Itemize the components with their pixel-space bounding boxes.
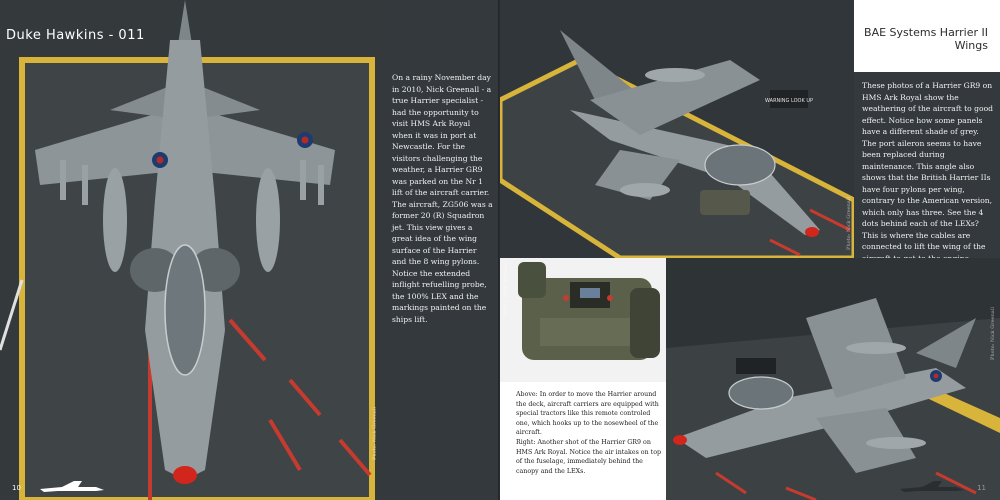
page-title-line1: BAE Systems Harrier II [864,26,988,39]
magazine-brand-title: Duke Hawkins - 011 [6,28,145,43]
photo-credit-top: Photo: Nick Greenall [846,197,852,250]
harrier-side-illustration [500,0,854,258]
title-box [854,0,1000,72]
harrier-silhouette-icon [38,478,108,494]
tractor-photo [500,258,666,382]
right-body-text: These photos of a Harrier GR9 on HMS Ark Royal show the weathering of the aircraft to good effect. Notice how some panels have a different shade of grey. The port aileron seems to have been replaced during maintenance. This angle also shows that the British Harrier IIs have four pylons per wing, contrary to the American version, which only has three. See the 4 dots behind each of the LEXs? This is where the cables are connected to lift the wing of the [862,81,994,251]
caption-text: Above: In order to move the Harrier around the deck, aircraft carriers are equipped with special tractors like this remote controled one, which hooks up to the nosewheel of the aircraft. Right: Another shot of the Harrier GR9 on HMS Ark Royal. Notice the air intakes on top of the fuselage, immediately behind the canopy and the LEXs. [516,391,662,475]
left-page-number: 10 [12,484,21,492]
harrier-top-view-illustration [0,0,384,500]
left-body-text: On a rainy November day in 2010, Nick Greenall - a true Harrier specialist - had the opportunity to visit HMS Ark Royal when it was in port at Newcastle. For the visitors challenging the weather, a Harrier GR9 was parked on the Nr 1 lift of the aircraft carrier. The aircraft, ZG506 was a former 20 (R) Squadron jet. This view gives a great idea of the wing surface of the Harrier and the 8 wing pylons. Notice the extended inflight refuelling probe, the 100% LEX and the markings painted on the ships lift. [392,73,493,324]
tractor-illustration [500,258,666,382]
harrier-hangar-illustration [666,258,1000,500]
harrier-silhouette-icon [898,478,968,494]
page-title-line2: Wings [954,39,988,52]
photo-credit-tractor: Photo: Nick Greenall [503,262,509,315]
photo-credit-left: Photo: Nick Greenall [372,407,378,460]
main-harrier-photo [0,0,384,500]
photo-credit-bottom: Photo: Nick Greenall [990,307,996,360]
harrier-angled-photo [500,0,854,258]
harrier-hangar-photo [666,258,1000,500]
deck-sign-text: WARNING LOOK UP [764,98,814,104]
page-title [864,26,988,52]
right-page-number: 11 [977,484,986,492]
